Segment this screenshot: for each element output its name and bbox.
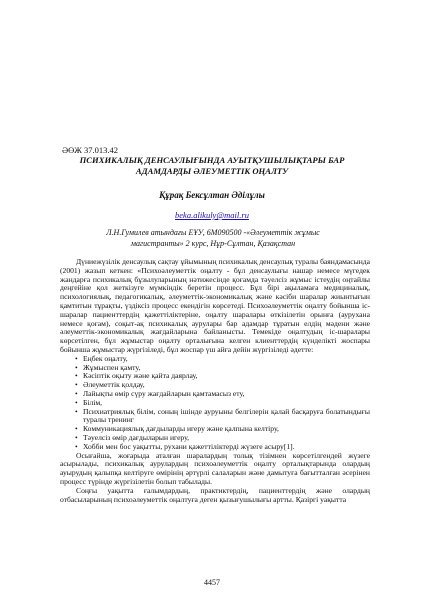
skills-list	[60, 425, 370, 451]
list-item: • Еңбек оңалту,	[75, 355, 370, 364]
list-item: • Хобби мен бос уақытты, рухани қажеттіліктерді жүзеге асыру[1].	[75, 443, 370, 452]
list-item: • Кәсіптік оқыту және қайта даярлау,	[75, 372, 370, 381]
author-email-link[interactable]: beka.alikuly@mail.ru	[175, 210, 249, 220]
body-paragraph: Соңғы уақытта ғалымдардың, практиктердің, пациенттердің және олардың отбасыларының психоәлеуметтік оңалтуға деген қызығушылығы артты. Қазіргі уақытта	[60, 485, 370, 504]
author-name: Құрақ Бексұлтан Әділұлы	[159, 190, 265, 200]
author-affiliation: Л.Н.Гумилев атындағы ЕҰУ, 6M090500 -«Әлеуметтік жұмыс магистранты» 2 курс, Нұр-Сұлтан, Қазақстан	[106, 228, 320, 248]
list-item: • Білім,	[75, 399, 370, 408]
list-item: • Коммуникациялық дағдыларды игеру және қалпына келтіру,	[75, 425, 370, 434]
article-body	[60, 258, 370, 576]
article-title: ПСИХИКАЛЫҚ ДЕНСАУЛЫҒЫНДА АУЫТҚУШЫЛЫҚТАРЫ БАР АДАМДАРДЫ ӘЛЕУМЕТТІК ОҢАЛТУ	[79, 155, 345, 176]
body-paragraph: Дүниежүзілік денсаулық сақтау ұйымының психикалық денсаулық туралы баяндамасында (2001) жазып кеткен: «Психоәлеуметтік оңалту - бұл денсаулығы нашар немесе мүгедек жандарға психикалық бұзылуларының нәтижесінде қоғамда тәуелсіз жұмыс істеудің оңтайлы деңгейіне қол жеткізуге мүмкіндік беретін процесс. Бұл бірі ақыламаға медициналық, психологиялық, педагогикалық, әлеуметтік-экономикалық және кәсіби шаралар жиынтығын қамтитын тұрақты, үздіксіз процесс екендігін көрсетеді. Психоәлеуметтік оңалту бойынша іс-шаралар пациенттердің қажеттіліктеріне, оңалту шаралары өткізілетін орынға (аурухана немесе қоғам), соқыт-ақ психикалық аурулары бар адамдар тұратын елдің мәдени және әлеуметтік-экономикалық жағдайларына байланысты. Темекіде оңалтудың іс-шаралары көрсетілген, бұл жұмыстар оңалту орталығына келген клиенттердің күнделікті жоспары бойынша жұмыстар жүргізіледі, бұл жоспар үш айға дейін жүргізіледі әдетте:	[60, 258, 370, 354]
page-number: 4457	[204, 578, 220, 587]
list-item: • Әлеуметтік қолдау,	[75, 381, 370, 390]
list-item: • Тәуелсіз өмір дағдыларын игеру,	[75, 434, 370, 443]
list-item: • Жұмыспен қамту,	[75, 364, 370, 373]
list-item: • Лайықты өмір сүру жағдайларын қамтамасыз ету,	[75, 390, 370, 399]
activities-list	[60, 355, 370, 425]
list-item: • Психиатриялық білім, соның ішінде ауруыны белгілерін қалай басқаруға болатындығы туралы тренинг	[75, 408, 370, 426]
body-paragraph: Осығайша, жоғарыда аталған шаралардың толық тізімнен көрсетілгендей жүзеге асырылады, психикалық аурулардың психоәлеуметтік оңалту орталықтарында олардың ауырудың қалыпқа келтіруге өмірінің әртүрлі салаларын және дамытуға бағытталған әсерінен процесс түрінде жүргізілетін болып табылады.	[60, 450, 370, 486]
udk-code: ӘӨЖ 37.013.42	[62, 145, 119, 155]
